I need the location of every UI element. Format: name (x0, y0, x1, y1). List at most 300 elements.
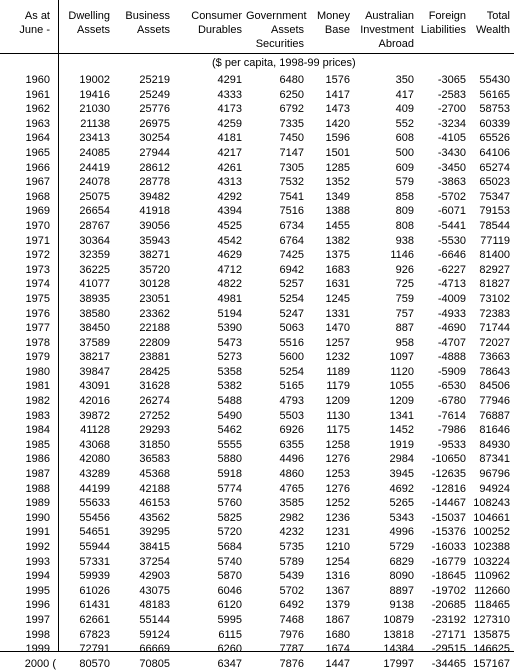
cell-year: 1987 (25, 468, 50, 481)
header-money-line-2: Base (324, 24, 350, 36)
cell-money-base: 1252 (325, 497, 350, 510)
cell-dwelling-assets: 39872 (79, 409, 110, 422)
cell-government-securities: 5254 (279, 365, 304, 378)
cell-consumer-durables: 4525 (217, 219, 242, 232)
header-business-line-2: Assets (136, 24, 170, 36)
cell-dwelling-assets: 32359 (79, 249, 110, 262)
cell-australian-investment-abroad: 808 (395, 219, 414, 232)
cell-consumer-durables: 5684 (217, 541, 242, 553)
cell-australian-investment-abroad: 757 (395, 307, 414, 320)
table-row (0, 307, 514, 322)
cell-total-wealth: 146625 (473, 643, 510, 656)
cell-money-base: 1285 (325, 161, 350, 174)
cell-total-wealth: 110962 (474, 570, 510, 583)
cell-foreign-liabilities: -5702 (437, 190, 466, 203)
table-row (0, 277, 514, 292)
header-business-line-1: Business (125, 10, 170, 22)
cell-government-securities: 6792 (279, 103, 304, 116)
cell-foreign-liabilities: -3430 (437, 146, 466, 159)
cell-australian-investment-abroad: 926 (395, 263, 414, 276)
table-row (0, 438, 514, 453)
cell-australian-investment-abroad: 4996 (389, 526, 414, 539)
cell-dwelling-assets: 24085 (79, 146, 110, 159)
cell-business-assets: 59124 (139, 628, 170, 641)
cell-australian-investment-abroad: 759 (395, 292, 414, 305)
cell-australian-investment-abroad: 1055 (389, 380, 414, 393)
table-row (0, 73, 514, 88)
cell-business-assets: 22809 (139, 336, 170, 349)
header-foreign-liabilities (418, 9, 466, 37)
cell-government-securities: 7425 (279, 249, 304, 262)
table-row (0, 117, 514, 132)
cell-consumer-durables: 5490 (217, 409, 242, 422)
cell-government-securities: 7450 (279, 132, 304, 145)
cell-foreign-liabilities: -5530 (437, 234, 466, 247)
cell-consumer-durables: 5488 (217, 395, 242, 408)
cell-money-base: 1375 (325, 249, 350, 262)
cell-money-base: 1470 (325, 322, 350, 335)
cell-money-base: 1276 (325, 453, 350, 466)
cell-government-securities: 5439 (279, 570, 304, 583)
cell-consumer-durables: 5760 (217, 497, 242, 510)
cell-foreign-liabilities: -4713 (437, 278, 466, 291)
cell-money-base: 1455 (325, 219, 350, 232)
header-money-base (308, 9, 350, 37)
cell-money-base: 1253 (325, 468, 350, 481)
header-consumer-durables (186, 9, 242, 37)
cell-money-base: 1179 (326, 380, 350, 393)
cell-australian-investment-abroad: 5729 (389, 541, 414, 553)
cell-foreign-liabilities: -3863 (437, 176, 466, 189)
cell-dwelling-assets: 62661 (79, 613, 110, 626)
cell-consumer-durables: 4629 (217, 249, 242, 262)
cell-business-assets: 30128 (139, 278, 170, 291)
cell-government-securities: 6734 (279, 219, 304, 232)
cell-dwelling-assets: 23413 (79, 132, 110, 145)
cell-business-assets: 45368 (139, 468, 170, 481)
cell-consumer-durables: 6120 (217, 599, 242, 612)
cell-business-assets: 35720 (139, 263, 170, 276)
cell-dwelling-assets: 42080 (79, 453, 110, 466)
cell-dwelling-assets: 72791 (79, 643, 110, 656)
cell-consumer-durables: 5740 (217, 555, 242, 568)
cell-dwelling-assets: 21030 (79, 103, 110, 116)
cell-government-securities: 7516 (279, 205, 304, 218)
table-row (0, 161, 514, 176)
cell-dwelling-assets: 55456 (79, 511, 110, 524)
cell-dwelling-assets: 55944 (79, 541, 110, 553)
cell-total-wealth: 84506 (479, 380, 510, 393)
cell-money-base: 1331 (325, 307, 350, 320)
table-row (0, 175, 514, 190)
cell-government-securities: 5600 (279, 351, 304, 364)
cell-government-securities: 4860 (279, 468, 304, 481)
cell-year: 1986 (25, 453, 50, 466)
cell-australian-investment-abroad: 4692 (389, 482, 414, 495)
cell-dwelling-assets: 61026 (79, 584, 110, 597)
cell-money-base: 1388 (325, 205, 350, 218)
header-government-line-2: Assets (270, 24, 304, 36)
cell-foreign-liabilities: -23192 (431, 613, 466, 626)
cell-dwelling-assets: 61431 (79, 599, 110, 612)
cell-australian-investment-abroad: 417 (395, 88, 414, 101)
cell-dwelling-assets: 30364 (79, 234, 110, 247)
cell-australian-investment-abroad: 6829 (389, 555, 414, 568)
cell-dwelling-assets: 55633 (79, 497, 110, 510)
table-row (0, 467, 514, 482)
cell-consumer-durables: 5273 (217, 351, 242, 364)
header-year-line-1: As at (24, 10, 50, 22)
cell-foreign-liabilities: -16033 (431, 541, 466, 553)
cell-australian-investment-abroad: 858 (395, 190, 414, 203)
cell-foreign-liabilities: -16779 (431, 555, 466, 568)
cell-total-wealth: 102388 (473, 541, 510, 553)
cell-government-securities: 6492 (279, 599, 304, 612)
cell-business-assets: 28425 (139, 365, 170, 378)
header-year-line-2: June - (19, 24, 50, 36)
cell-money-base: 1680 (325, 628, 350, 641)
cell-australian-investment-abroad: 8090 (389, 570, 414, 583)
table-row (0, 584, 514, 599)
table-row (0, 248, 514, 263)
cell-money-base: 1576 (325, 74, 350, 86)
cell-foreign-liabilities: -7986 (437, 424, 466, 437)
cell-government-securities: 7335 (279, 117, 304, 130)
cell-total-wealth: 77946 (479, 395, 510, 408)
cell-business-assets: 42903 (139, 570, 170, 583)
cell-dwelling-assets: 38580 (79, 307, 110, 320)
cell-business-assets: 66669 (139, 643, 170, 656)
header-dwelling-line-1: Dwelling (68, 10, 110, 22)
cell-australian-investment-abroad: 809 (395, 205, 414, 218)
table-row (0, 555, 514, 570)
table-row (0, 365, 514, 380)
cell-government-securities: 5257 (279, 278, 304, 291)
cell-business-assets: 25776 (139, 103, 170, 116)
cell-consumer-durables: 4313 (217, 176, 242, 189)
cell-foreign-liabilities: -5909 (437, 365, 466, 378)
cell-australian-investment-abroad: 1209 (389, 395, 414, 408)
cell-total-wealth: 72383 (479, 307, 510, 320)
cell-year: 1991 (25, 526, 50, 539)
cell-money-base: 1236 (325, 511, 350, 524)
table-row (0, 146, 514, 161)
cell-foreign-liabilities: -4707 (437, 336, 466, 349)
cell-foreign-liabilities: -3065 (437, 74, 466, 86)
cell-consumer-durables: 5774 (217, 482, 242, 495)
cell-australian-investment-abroad: 500 (395, 146, 414, 159)
table-row (0, 394, 514, 409)
cell-government-securities: 7532 (279, 176, 304, 189)
cell-business-assets: 25219 (139, 74, 170, 86)
cell-business-assets: 43562 (139, 511, 170, 524)
cell-money-base: 1683 (325, 263, 350, 276)
cell-total-wealth: 71744 (479, 322, 510, 335)
cell-consumer-durables: 4542 (217, 234, 242, 247)
cell-australian-investment-abroad: 5265 (389, 497, 414, 510)
cell-government-securities: 6480 (279, 74, 304, 86)
table-row (0, 628, 514, 643)
cell-total-wealth: 55430 (479, 74, 510, 86)
cell-consumer-durables: 5390 (217, 322, 242, 335)
cell-year: 1977 (25, 322, 50, 335)
cell-year: 1971 (25, 234, 50, 247)
cell-foreign-liabilities: -6071 (437, 205, 466, 218)
cell-total-wealth: 75347 (479, 190, 510, 203)
table-row (0, 102, 514, 117)
cell-consumer-durables: 5473 (217, 336, 242, 349)
cell-consumer-durables: 6115 (218, 628, 242, 641)
cell-government-securities: 5165 (279, 380, 304, 393)
header-australian-line-1: Australian (365, 10, 414, 22)
cell-government-securities: 7147 (279, 146, 304, 159)
cell-money-base: 1210 (325, 541, 350, 553)
cell-money-base: 1189 (326, 365, 350, 378)
cell-consumer-durables: 5382 (217, 380, 242, 393)
header-government-line-3: Securities (255, 38, 304, 50)
cell-money-base: 1258 (325, 438, 350, 451)
cell-business-assets: 28612 (139, 161, 170, 174)
cell-consumer-durables: 5918 (217, 468, 242, 481)
cell-consumer-durables: 4292 (217, 190, 242, 203)
cell-dwelling-assets: 26654 (79, 205, 110, 218)
cell-money-base: 1352 (325, 176, 350, 189)
cell-dwelling-assets: 41128 (80, 424, 110, 437)
cell-government-securities: 4765 (279, 482, 304, 495)
cell-business-assets: 55144 (139, 613, 170, 626)
table-row (0, 336, 514, 351)
header-consumer-line-1: Consumer (191, 10, 242, 22)
cell-total-wealth: 73663 (479, 351, 510, 364)
table-row (0, 321, 514, 336)
cell-government-securities: 7468 (279, 613, 304, 626)
cell-business-assets: 39056 (139, 219, 170, 232)
cell-money-base: 1276 (325, 482, 350, 495)
cell-business-assets: 30254 (139, 132, 170, 145)
cell-business-assets: 39295 (139, 526, 170, 539)
cell-year: 1999 (25, 643, 50, 656)
cell-total-wealth: 82927 (479, 263, 510, 276)
cell-year: 1967 (25, 176, 50, 189)
table-row (0, 190, 514, 205)
cell-foreign-liabilities: -6227 (437, 263, 466, 276)
cell-foreign-liabilities: -18645 (431, 570, 466, 583)
cell-australian-investment-abroad: 9138 (389, 599, 414, 612)
cell-total-wealth: 72027 (479, 336, 510, 349)
cell-business-assets: 26975 (139, 117, 170, 130)
header-business-assets (116, 9, 170, 37)
cell-year: 1970 (25, 219, 50, 232)
cell-money-base: 1257 (325, 336, 350, 349)
cell-government-securities: 2982 (279, 511, 304, 524)
cell-foreign-liabilities: -3450 (437, 161, 466, 174)
header-foreign-line-1: Foreign (428, 10, 466, 22)
cell-dwelling-assets: 42016 (79, 395, 110, 408)
cell-consumer-durables: 5825 (217, 511, 242, 524)
cell-consumer-durables: 5358 (217, 365, 242, 378)
cell-government-securities: 5789 (279, 555, 304, 568)
cell-government-securities: 5063 (279, 322, 304, 335)
table-row (0, 613, 514, 628)
cell-government-securities: 7876 (279, 657, 304, 670)
cell-australian-investment-abroad: 2984 (389, 453, 414, 466)
cell-australian-investment-abroad: 552 (395, 117, 414, 130)
cell-total-wealth: 100252 (473, 526, 510, 539)
cell-total-wealth: 94924 (479, 482, 510, 495)
cell-total-wealth: 96796 (479, 468, 510, 481)
cell-total-wealth: 65274 (479, 161, 510, 174)
cell-consumer-durables: 4394 (217, 205, 242, 218)
cell-business-assets: 36583 (139, 453, 170, 466)
cell-year: 1998 (25, 628, 50, 641)
cell-consumer-durables: 5462 (217, 424, 242, 437)
cell-total-wealth: 65023 (479, 176, 510, 189)
cell-government-securities: 3585 (279, 497, 304, 510)
cell-year: 1981 (25, 380, 50, 393)
cell-consumer-durables: 6347 (217, 657, 242, 670)
cell-foreign-liabilities: -4690 (437, 322, 466, 335)
cell-year: 1979 (25, 351, 50, 364)
cell-foreign-liabilities: -34465 (431, 657, 466, 670)
cell-consumer-durables: 4181 (217, 132, 242, 145)
cell-year: 1990 (25, 511, 50, 524)
cell-government-securities: 6926 (279, 424, 304, 437)
cell-total-wealth: 65526 (479, 132, 510, 145)
cell-total-wealth: 135875 (473, 628, 510, 641)
cell-australian-investment-abroad: 1120 (390, 365, 414, 378)
cell-total-wealth: 76887 (479, 409, 510, 422)
cell-business-assets: 43075 (139, 584, 170, 597)
cell-australian-investment-abroad: 1146 (390, 249, 414, 262)
cell-foreign-liabilities: -6530 (437, 380, 466, 393)
cell-consumer-durables: 5555 (217, 438, 242, 451)
cell-foreign-liabilities: -29515 (431, 643, 466, 656)
cell-dwelling-assets: 24078 (79, 176, 110, 189)
cell-total-wealth: 78544 (479, 219, 510, 232)
cell-government-securities: 6250 (279, 88, 304, 101)
cell-year: 2000 ( (24, 657, 56, 670)
cell-money-base: 1473 (325, 103, 350, 116)
cell-australian-investment-abroad: 958 (395, 336, 414, 349)
header-total-line-2: Wealth (475, 24, 510, 36)
cell-money-base: 1674 (325, 643, 350, 656)
header-money-line-1: Money (316, 10, 350, 22)
cell-business-assets: 23362 (139, 307, 170, 320)
cell-money-base: 1382 (325, 234, 350, 247)
cell-total-wealth: 118465 (474, 599, 510, 612)
cell-money-base: 1867 (325, 613, 350, 626)
cell-money-base: 1631 (325, 278, 350, 291)
cell-year: 1969 (25, 205, 50, 218)
cell-year: 1988 (25, 482, 50, 495)
table-row (0, 292, 514, 307)
cell-consumer-durables: 4333 (217, 88, 242, 101)
cell-dwelling-assets: 37589 (79, 336, 110, 349)
cell-government-securities: 6355 (279, 438, 304, 451)
cell-australian-investment-abroad: 14384 (383, 643, 414, 656)
bottom-rule (0, 651, 514, 652)
cell-foreign-liabilities: -15037 (431, 511, 466, 524)
cell-money-base: 1367 (325, 584, 350, 597)
cell-consumer-durables: 4822 (217, 278, 242, 291)
cell-year: 1996 (25, 599, 50, 612)
cell-year: 1984 (25, 424, 50, 437)
cell-foreign-liabilities: -15376 (431, 526, 466, 539)
cell-business-assets: 25249 (139, 88, 170, 101)
cell-consumer-durables: 4291 (217, 74, 242, 86)
table-row (0, 219, 514, 234)
cell-business-assets: 38271 (139, 249, 170, 262)
header-total-line-1: Total (486, 10, 510, 22)
cell-australian-investment-abroad: 1097 (389, 351, 414, 364)
cell-government-securities: 5503 (279, 409, 304, 422)
cell-year: 1975 (25, 292, 50, 305)
cell-dwelling-assets: 59939 (79, 570, 110, 583)
table-row (0, 496, 514, 511)
cell-year: 1962 (25, 103, 50, 116)
cell-total-wealth: 58753 (479, 103, 510, 116)
cell-year: 1980 (25, 365, 50, 378)
header-australian-line-3: Abroad (378, 38, 414, 50)
cell-australian-investment-abroad: 13818 (383, 628, 414, 641)
cell-consumer-durables: 4712 (217, 263, 242, 276)
cell-consumer-durables: 5194 (217, 307, 242, 320)
cell-australian-investment-abroad: 887 (395, 322, 414, 335)
cell-money-base: 1420 (325, 117, 350, 130)
cell-total-wealth: 103224 (473, 555, 510, 568)
cell-dwelling-assets: 43289 (79, 468, 110, 481)
header-australian-investment-abroad (354, 9, 414, 51)
cell-government-securities: 5247 (279, 307, 304, 320)
cell-foreign-liabilities: -6646 (437, 249, 466, 262)
cell-dwelling-assets: 28767 (79, 219, 110, 232)
cell-year: 1989 (25, 497, 50, 510)
cell-government-securities: 6942 (279, 263, 304, 276)
table-row (0, 379, 514, 394)
cell-business-assets: 27252 (139, 409, 170, 422)
table-row (0, 540, 514, 555)
cell-government-securities: 6764 (279, 234, 304, 247)
cell-total-wealth: 73102 (479, 292, 510, 305)
cell-dwelling-assets: 80570 (79, 657, 110, 670)
cell-business-assets: 23881 (139, 351, 170, 364)
cell-government-securities: 5254 (279, 292, 304, 305)
cell-money-base: 1349 (325, 190, 350, 203)
cell-dwelling-assets: 41077 (79, 278, 110, 291)
cell-year: 1963 (25, 117, 50, 130)
cell-business-assets: 23051 (139, 292, 170, 305)
cell-total-wealth: 84930 (479, 438, 510, 451)
cell-total-wealth: 127310 (473, 613, 510, 626)
cell-australian-investment-abroad: 10879 (383, 613, 414, 626)
cell-money-base: 1130 (326, 409, 350, 422)
cell-australian-investment-abroad: 608 (395, 132, 414, 145)
cell-dwelling-assets: 43091 (79, 380, 110, 393)
cell-australian-investment-abroad: 1341 (389, 409, 414, 422)
cell-dwelling-assets: 38450 (79, 322, 110, 335)
cell-australian-investment-abroad: 609 (395, 161, 414, 174)
cell-consumer-durables: 5870 (217, 570, 242, 583)
cell-australian-investment-abroad: 725 (395, 278, 414, 291)
cell-money-base: 1501 (325, 146, 350, 159)
cell-year: 1995 (25, 584, 50, 597)
cell-dwelling-assets: 21138 (80, 117, 110, 130)
cell-foreign-liabilities: -20685 (431, 599, 466, 612)
header-australian-line-2: Investment (360, 24, 414, 36)
header-dwelling-assets (60, 9, 110, 37)
cell-foreign-liabilities: -12816 (431, 482, 466, 495)
header-government-line-1: Government (246, 10, 307, 22)
